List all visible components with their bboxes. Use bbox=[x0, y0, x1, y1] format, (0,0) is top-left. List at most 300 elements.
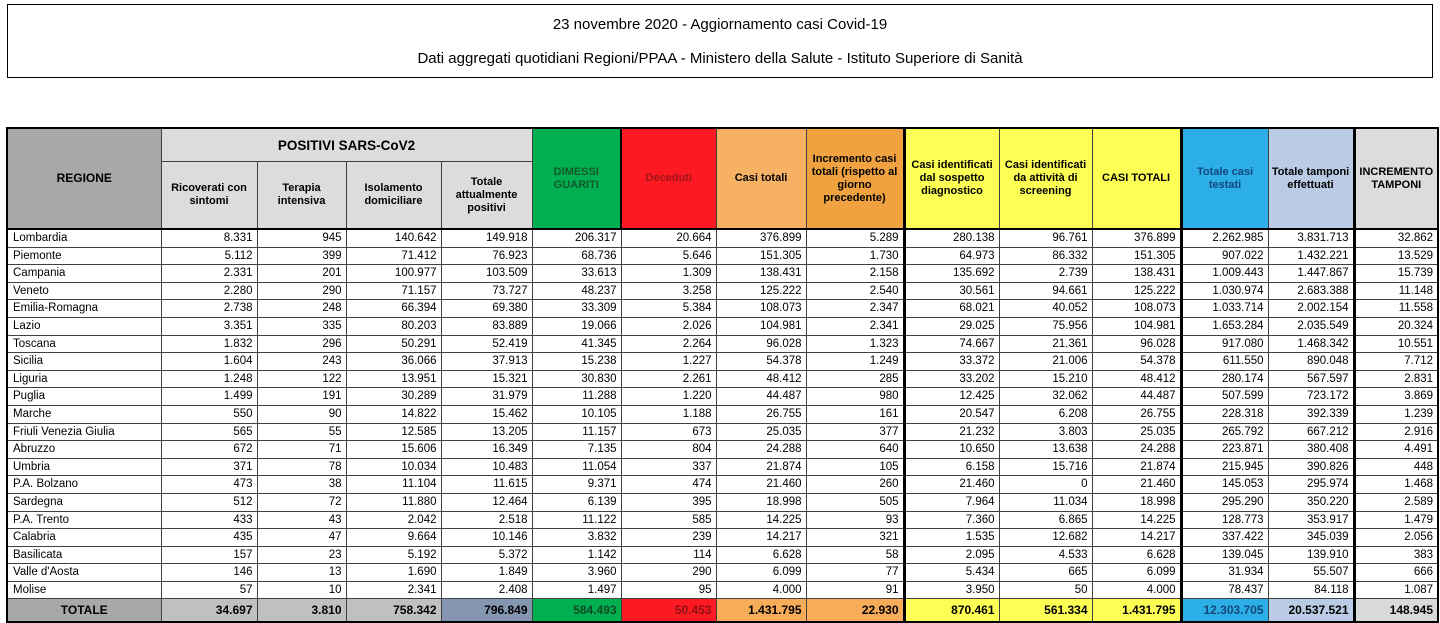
cell-screening: 6.865 bbox=[999, 511, 1092, 529]
cell-casi-testati: 145.053 bbox=[1181, 476, 1268, 494]
cell-screening: 2.739 bbox=[999, 265, 1092, 283]
cell-casi-totali-2: 125.222 bbox=[1092, 282, 1181, 300]
table-row bbox=[7, 405, 1438, 423]
cell-incremento-tamponi: 2.831 bbox=[1354, 370, 1438, 388]
cell-isolamento-domiciliare: 140.642 bbox=[346, 229, 441, 247]
cell-attualmente-positivi: 83.889 bbox=[441, 317, 532, 335]
cell-casi-testati: 78.437 bbox=[1181, 581, 1268, 599]
cell-casi-totali: 26.755 bbox=[716, 405, 806, 423]
cell-incremento-casi: 58 bbox=[806, 546, 904, 564]
table-body bbox=[7, 229, 1438, 599]
cell-deceduti: 20.664 bbox=[621, 229, 716, 247]
cell-sospetto-diagnostico: 74.667 bbox=[904, 335, 999, 353]
cell-casi-testati: 1.009.443 bbox=[1181, 265, 1268, 283]
cell-attualmente-positivi: 11.615 bbox=[441, 476, 532, 494]
cell-incremento-tamponi: 15.739 bbox=[1354, 265, 1438, 283]
cell-tamponi-effettuati: 667.212 bbox=[1268, 423, 1354, 441]
table-row bbox=[7, 423, 1438, 441]
cell-incremento-casi: 377 bbox=[806, 423, 904, 441]
cell-attualmente-positivi: 10.146 bbox=[441, 529, 532, 547]
cell-casi-totali: 14.225 bbox=[716, 511, 806, 529]
cell-screening: 11.034 bbox=[999, 493, 1092, 511]
cell-casi-totali-2: 26.755 bbox=[1092, 405, 1181, 423]
cell-ricoverati-con-sintomi: 2.280 bbox=[161, 282, 257, 300]
totale-cell-incremento-tamponi: 148.945 bbox=[1354, 599, 1438, 623]
cell-sospetto-diagnostico: 7.964 bbox=[904, 493, 999, 511]
cell-tamponi-effettuati: 2.002.154 bbox=[1268, 300, 1354, 318]
cell-isolamento-domiciliare: 11.104 bbox=[346, 476, 441, 494]
cell-screening: 40.052 bbox=[999, 300, 1092, 318]
cell-casi-totali-2: 108.073 bbox=[1092, 300, 1181, 318]
cell-dimessi-guariti: 41.345 bbox=[532, 335, 621, 353]
cell-terapia-intensiva: 191 bbox=[257, 388, 346, 406]
cell-screening: 21.361 bbox=[999, 335, 1092, 353]
table-row bbox=[7, 441, 1438, 459]
cell-ricoverati-con-sintomi: 1.604 bbox=[161, 353, 257, 371]
cell-isolamento-domiciliare: 14.822 bbox=[346, 405, 441, 423]
cell-deceduti: 114 bbox=[621, 546, 716, 564]
cell-ricoverati-con-sintomi: 2.738 bbox=[161, 300, 257, 318]
totale-cell-screening: 561.334 bbox=[999, 599, 1092, 623]
region-name: Calabria bbox=[7, 529, 161, 547]
covid-data-table bbox=[6, 127, 1439, 623]
cell-casi-testati: 295.290 bbox=[1181, 493, 1268, 511]
totale-cell-isolamento-domiciliare: 758.342 bbox=[346, 599, 441, 623]
cell-tamponi-effettuati: 1.432.221 bbox=[1268, 247, 1354, 265]
cell-casi-totali: 6.628 bbox=[716, 546, 806, 564]
col-header-totale-casi-testati: Totale casi testati bbox=[1181, 128, 1268, 229]
cell-terapia-intensiva: 122 bbox=[257, 370, 346, 388]
cell-screening: 21.006 bbox=[999, 353, 1092, 371]
cell-casi-totali: 96.028 bbox=[716, 335, 806, 353]
cell-ricoverati-con-sintomi: 1.499 bbox=[161, 388, 257, 406]
cell-casi-testati: 1.033.714 bbox=[1181, 300, 1268, 318]
cell-casi-totali: 125.222 bbox=[716, 282, 806, 300]
cell-incremento-casi: 2.158 bbox=[806, 265, 904, 283]
cell-incremento-casi: 505 bbox=[806, 493, 904, 511]
cell-isolamento-domiciliare: 12.585 bbox=[346, 423, 441, 441]
totale-row bbox=[7, 599, 1438, 623]
cell-attualmente-positivi: 2.408 bbox=[441, 581, 532, 599]
region-name: Veneto bbox=[7, 282, 161, 300]
cell-incremento-tamponi: 3.869 bbox=[1354, 388, 1438, 406]
region-name: Valle d'Aosta bbox=[7, 564, 161, 582]
cell-dimessi-guariti: 11.054 bbox=[532, 458, 621, 476]
cell-deceduti: 239 bbox=[621, 529, 716, 547]
cell-casi-testati: 917.080 bbox=[1181, 335, 1268, 353]
cell-incremento-casi: 640 bbox=[806, 441, 904, 459]
cell-incremento-casi: 5.289 bbox=[806, 229, 904, 247]
cell-dimessi-guariti: 48.237 bbox=[532, 282, 621, 300]
cell-sospetto-diagnostico: 5.434 bbox=[904, 564, 999, 582]
totale-cell-casi-totali: 1.431.795 bbox=[716, 599, 806, 623]
totale-cell-casi-testati: 12.303.705 bbox=[1181, 599, 1268, 623]
cell-casi-testati: 128.773 bbox=[1181, 511, 1268, 529]
cell-deceduti: 2.261 bbox=[621, 370, 716, 388]
cell-screening: 96.761 bbox=[999, 229, 1092, 247]
cell-casi-totali-2: 6.628 bbox=[1092, 546, 1181, 564]
cell-tamponi-effettuati: 2.035.549 bbox=[1268, 317, 1354, 335]
cell-ricoverati-con-sintomi: 8.331 bbox=[161, 229, 257, 247]
cell-attualmente-positivi: 37.913 bbox=[441, 353, 532, 371]
region-name: Campania bbox=[7, 265, 161, 283]
cell-casi-testati: 337.422 bbox=[1181, 529, 1268, 547]
cell-casi-totali-2: 44.487 bbox=[1092, 388, 1181, 406]
cell-tamponi-effettuati: 295.974 bbox=[1268, 476, 1354, 494]
col-header-regione: REGIONE bbox=[7, 128, 161, 229]
cell-ricoverati-con-sintomi: 146 bbox=[161, 564, 257, 582]
cell-casi-testati: 139.045 bbox=[1181, 546, 1268, 564]
cell-casi-totali-2: 48.412 bbox=[1092, 370, 1181, 388]
table-row bbox=[7, 265, 1438, 283]
cell-sospetto-diagnostico: 135.692 bbox=[904, 265, 999, 283]
cell-terapia-intensiva: 945 bbox=[257, 229, 346, 247]
cell-isolamento-domiciliare: 10.034 bbox=[346, 458, 441, 476]
cell-sospetto-diagnostico: 30.561 bbox=[904, 282, 999, 300]
cell-tamponi-effettuati: 567.597 bbox=[1268, 370, 1354, 388]
cell-attualmente-positivi: 10.483 bbox=[441, 458, 532, 476]
col-header-terapia-intensiva: Terapia intensiva bbox=[257, 162, 346, 230]
cell-casi-testati: 223.871 bbox=[1181, 441, 1268, 459]
region-name: P.A. Trento bbox=[7, 511, 161, 529]
cell-casi-totali-2: 21.874 bbox=[1092, 458, 1181, 476]
cell-casi-totali: 151.305 bbox=[716, 247, 806, 265]
cell-ricoverati-con-sintomi: 435 bbox=[161, 529, 257, 547]
cell-isolamento-domiciliare: 13.951 bbox=[346, 370, 441, 388]
cell-attualmente-positivi: 5.372 bbox=[441, 546, 532, 564]
cell-attualmente-positivi: 15.321 bbox=[441, 370, 532, 388]
cell-terapia-intensiva: 43 bbox=[257, 511, 346, 529]
cell-terapia-intensiva: 72 bbox=[257, 493, 346, 511]
cell-incremento-tamponi: 20.324 bbox=[1354, 317, 1438, 335]
cell-deceduti: 5.646 bbox=[621, 247, 716, 265]
cell-casi-totali-2: 138.431 bbox=[1092, 265, 1181, 283]
cell-casi-totali: 18.998 bbox=[716, 493, 806, 511]
cell-dimessi-guariti: 33.309 bbox=[532, 300, 621, 318]
cell-casi-testati: 265.792 bbox=[1181, 423, 1268, 441]
report-subtitle: Dati aggregati quotidiani Regioni/PPAA - Ministero della Salute - Istituto Superiore di Sanità bbox=[417, 50, 1023, 67]
table-row bbox=[7, 317, 1438, 335]
cell-isolamento-domiciliare: 15.606 bbox=[346, 441, 441, 459]
cell-casi-totali: 48.412 bbox=[716, 370, 806, 388]
cell-incremento-tamponi: 666 bbox=[1354, 564, 1438, 582]
cell-casi-totali-2: 14.225 bbox=[1092, 511, 1181, 529]
cell-dimessi-guariti: 3.832 bbox=[532, 529, 621, 547]
cell-tamponi-effettuati: 1.447.867 bbox=[1268, 265, 1354, 283]
cell-incremento-casi: 1.249 bbox=[806, 353, 904, 371]
col-header-casi-sospetto-diagnostico: Casi identificati dal sospetto diagnostico bbox=[904, 128, 999, 229]
cell-tamponi-effettuati: 1.468.342 bbox=[1268, 335, 1354, 353]
cell-terapia-intensiva: 23 bbox=[257, 546, 346, 564]
cell-casi-totali-2: 21.460 bbox=[1092, 476, 1181, 494]
cell-sospetto-diagnostico: 1.535 bbox=[904, 529, 999, 547]
cell-screening: 32.062 bbox=[999, 388, 1092, 406]
cell-terapia-intensiva: 243 bbox=[257, 353, 346, 371]
cell-casi-totali: 25.035 bbox=[716, 423, 806, 441]
cell-attualmente-positivi: 16.349 bbox=[441, 441, 532, 459]
col-header-totale-tamponi-effettuati: Totale tamponi effettuati bbox=[1268, 128, 1354, 229]
cell-tamponi-effettuati: 353.917 bbox=[1268, 511, 1354, 529]
totale-cell-terapia-intensiva: 3.810 bbox=[257, 599, 346, 623]
region-name: Puglia bbox=[7, 388, 161, 406]
cell-attualmente-positivi: 103.509 bbox=[441, 265, 532, 283]
cell-incremento-tamponi: 2.589 bbox=[1354, 493, 1438, 511]
cell-incremento-casi: 2.347 bbox=[806, 300, 904, 318]
cell-sospetto-diagnostico: 68.021 bbox=[904, 300, 999, 318]
cell-isolamento-domiciliare: 36.066 bbox=[346, 353, 441, 371]
cell-sospetto-diagnostico: 2.095 bbox=[904, 546, 999, 564]
cell-screening: 13.638 bbox=[999, 441, 1092, 459]
cell-screening: 4.533 bbox=[999, 546, 1092, 564]
cell-deceduti: 1.220 bbox=[621, 388, 716, 406]
table-row bbox=[7, 581, 1438, 599]
table-row bbox=[7, 511, 1438, 529]
cell-casi-totali: 6.099 bbox=[716, 564, 806, 582]
cell-isolamento-domiciliare: 9.664 bbox=[346, 529, 441, 547]
cell-casi-testati: 280.174 bbox=[1181, 370, 1268, 388]
cell-isolamento-domiciliare: 50.291 bbox=[346, 335, 441, 353]
cell-deceduti: 1.227 bbox=[621, 353, 716, 371]
cell-tamponi-effettuati: 2.683.388 bbox=[1268, 282, 1354, 300]
cell-casi-totali: 54.378 bbox=[716, 353, 806, 371]
region-name: Sicilia bbox=[7, 353, 161, 371]
cell-attualmente-positivi: 2.518 bbox=[441, 511, 532, 529]
cell-deceduti: 474 bbox=[621, 476, 716, 494]
cell-attualmente-positivi: 13.205 bbox=[441, 423, 532, 441]
col-header-casi-screening: Casi identificati da attività di screening bbox=[999, 128, 1092, 229]
region-name: Lombardia bbox=[7, 229, 161, 247]
cell-sospetto-diagnostico: 21.460 bbox=[904, 476, 999, 494]
cell-isolamento-domiciliare: 100.977 bbox=[346, 265, 441, 283]
cell-dimessi-guariti: 1.497 bbox=[532, 581, 621, 599]
cell-sospetto-diagnostico: 21.232 bbox=[904, 423, 999, 441]
totale-cell-dimessi-guariti: 584.493 bbox=[532, 599, 621, 623]
cell-terapia-intensiva: 399 bbox=[257, 247, 346, 265]
region-name: Abruzzo bbox=[7, 441, 161, 459]
cell-incremento-casi: 285 bbox=[806, 370, 904, 388]
table-row bbox=[7, 564, 1438, 582]
col-header-totale-attualmente-positivi: Totale attualmente positivi bbox=[441, 162, 532, 230]
cell-tamponi-effettuati: 139.910 bbox=[1268, 546, 1354, 564]
cell-screening: 15.716 bbox=[999, 458, 1092, 476]
cell-casi-testati: 2.262.985 bbox=[1181, 229, 1268, 247]
cell-tamponi-effettuati: 84.118 bbox=[1268, 581, 1354, 599]
cell-screening: 3.803 bbox=[999, 423, 1092, 441]
region-name: Marche bbox=[7, 405, 161, 423]
cell-sospetto-diagnostico: 10.650 bbox=[904, 441, 999, 459]
cell-casi-totali: 108.073 bbox=[716, 300, 806, 318]
cell-screening: 75.956 bbox=[999, 317, 1092, 335]
cell-tamponi-effettuati: 390.826 bbox=[1268, 458, 1354, 476]
cell-dimessi-guariti: 30.830 bbox=[532, 370, 621, 388]
cell-casi-totali-2: 104.981 bbox=[1092, 317, 1181, 335]
cell-sospetto-diagnostico: 3.950 bbox=[904, 581, 999, 599]
cell-deceduti: 5.384 bbox=[621, 300, 716, 318]
cell-attualmente-positivi: 31.979 bbox=[441, 388, 532, 406]
cell-deceduti: 3.258 bbox=[621, 282, 716, 300]
cell-isolamento-domiciliare: 1.690 bbox=[346, 564, 441, 582]
cell-casi-totali-2: 6.099 bbox=[1092, 564, 1181, 582]
cell-isolamento-domiciliare: 71.412 bbox=[346, 247, 441, 265]
cell-sospetto-diagnostico: 12.425 bbox=[904, 388, 999, 406]
table-row bbox=[7, 353, 1438, 371]
cell-isolamento-domiciliare: 2.042 bbox=[346, 511, 441, 529]
region-name: Sardegna bbox=[7, 493, 161, 511]
table-row bbox=[7, 458, 1438, 476]
cell-incremento-tamponi: 448 bbox=[1354, 458, 1438, 476]
cell-screening: 6.208 bbox=[999, 405, 1092, 423]
cell-screening: 15.210 bbox=[999, 370, 1092, 388]
table-footer bbox=[7, 599, 1438, 623]
cell-incremento-casi: 161 bbox=[806, 405, 904, 423]
cell-incremento-casi: 105 bbox=[806, 458, 904, 476]
cell-casi-totali-2: 96.028 bbox=[1092, 335, 1181, 353]
cell-ricoverati-con-sintomi: 2.331 bbox=[161, 265, 257, 283]
cell-tamponi-effettuati: 890.048 bbox=[1268, 353, 1354, 371]
cell-screening: 86.332 bbox=[999, 247, 1092, 265]
totale-cell-casi-totali-2: 1.431.795 bbox=[1092, 599, 1181, 623]
cell-tamponi-effettuati: 3.831.713 bbox=[1268, 229, 1354, 247]
cell-ricoverati-con-sintomi: 672 bbox=[161, 441, 257, 459]
cell-terapia-intensiva: 290 bbox=[257, 282, 346, 300]
cell-deceduti: 2.264 bbox=[621, 335, 716, 353]
cell-sospetto-diagnostico: 64.973 bbox=[904, 247, 999, 265]
report-title-box bbox=[7, 4, 1433, 78]
cell-terapia-intensiva: 78 bbox=[257, 458, 346, 476]
cell-casi-totali-2: 25.035 bbox=[1092, 423, 1181, 441]
cell-terapia-intensiva: 335 bbox=[257, 317, 346, 335]
cell-casi-testati: 1.030.974 bbox=[1181, 282, 1268, 300]
table-row bbox=[7, 300, 1438, 318]
cell-incremento-tamponi: 4.491 bbox=[1354, 441, 1438, 459]
cell-dimessi-guariti: 19.066 bbox=[532, 317, 621, 335]
cell-casi-totali-2: 4.000 bbox=[1092, 581, 1181, 599]
cell-incremento-casi: 260 bbox=[806, 476, 904, 494]
cell-dimessi-guariti: 7.135 bbox=[532, 441, 621, 459]
cell-deceduti: 2.026 bbox=[621, 317, 716, 335]
cell-tamponi-effettuati: 55.507 bbox=[1268, 564, 1354, 582]
cell-incremento-casi: 1.323 bbox=[806, 335, 904, 353]
cell-casi-totali: 4.000 bbox=[716, 581, 806, 599]
cell-isolamento-domiciliare: 11.880 bbox=[346, 493, 441, 511]
cell-ricoverati-con-sintomi: 157 bbox=[161, 546, 257, 564]
cell-ricoverati-con-sintomi: 1.832 bbox=[161, 335, 257, 353]
totale-cell-attualmente-positivi: 796.849 bbox=[441, 599, 532, 623]
cell-dimessi-guariti: 68.736 bbox=[532, 247, 621, 265]
region-name: Basilicata bbox=[7, 546, 161, 564]
cell-isolamento-domiciliare: 2.341 bbox=[346, 581, 441, 599]
table-row bbox=[7, 370, 1438, 388]
cell-deceduti: 804 bbox=[621, 441, 716, 459]
cell-incremento-tamponi: 1.479 bbox=[1354, 511, 1438, 529]
cell-sospetto-diagnostico: 29.025 bbox=[904, 317, 999, 335]
cell-casi-totali-2: 151.305 bbox=[1092, 247, 1181, 265]
region-name: Lazio bbox=[7, 317, 161, 335]
cell-deceduti: 337 bbox=[621, 458, 716, 476]
cell-incremento-tamponi: 13.529 bbox=[1354, 247, 1438, 265]
cell-casi-totali: 14.217 bbox=[716, 529, 806, 547]
cell-incremento-tamponi: 1.468 bbox=[1354, 476, 1438, 494]
cell-tamponi-effettuati: 345.039 bbox=[1268, 529, 1354, 547]
cell-terapia-intensiva: 10 bbox=[257, 581, 346, 599]
cell-tamponi-effettuati: 723.172 bbox=[1268, 388, 1354, 406]
cell-screening: 94.661 bbox=[999, 282, 1092, 300]
cell-deceduti: 95 bbox=[621, 581, 716, 599]
cell-casi-totali: 21.460 bbox=[716, 476, 806, 494]
cell-attualmente-positivi: 69.380 bbox=[441, 300, 532, 318]
cell-isolamento-domiciliare: 30.289 bbox=[346, 388, 441, 406]
cell-attualmente-positivi: 12.464 bbox=[441, 493, 532, 511]
cell-dimessi-guariti: 11.122 bbox=[532, 511, 621, 529]
table-row bbox=[7, 282, 1438, 300]
totale-label: TOTALE bbox=[7, 599, 161, 623]
table-header bbox=[7, 128, 1438, 229]
cell-isolamento-domiciliare: 5.192 bbox=[346, 546, 441, 564]
cell-tamponi-effettuati: 350.220 bbox=[1268, 493, 1354, 511]
cell-incremento-casi: 1.730 bbox=[806, 247, 904, 265]
region-name: Molise bbox=[7, 581, 161, 599]
cell-dimessi-guariti: 10.105 bbox=[532, 405, 621, 423]
cell-incremento-tamponi: 32.862 bbox=[1354, 229, 1438, 247]
cell-deceduti: 290 bbox=[621, 564, 716, 582]
cell-ricoverati-con-sintomi: 5.112 bbox=[161, 247, 257, 265]
cell-incremento-casi: 980 bbox=[806, 388, 904, 406]
cell-deceduti: 673 bbox=[621, 423, 716, 441]
group-header-positivi-sars-cov2: POSITIVI SARS-CoV2 bbox=[161, 128, 532, 162]
region-name: Liguria bbox=[7, 370, 161, 388]
cell-ricoverati-con-sintomi: 57 bbox=[161, 581, 257, 599]
cell-casi-testati: 228.318 bbox=[1181, 405, 1268, 423]
cell-terapia-intensiva: 90 bbox=[257, 405, 346, 423]
cell-terapia-intensiva: 296 bbox=[257, 335, 346, 353]
cell-tamponi-effettuati: 392.339 bbox=[1268, 405, 1354, 423]
cell-deceduti: 585 bbox=[621, 511, 716, 529]
cell-dimessi-guariti: 3.960 bbox=[532, 564, 621, 582]
region-name: P.A. Bolzano bbox=[7, 476, 161, 494]
cell-screening: 0 bbox=[999, 476, 1092, 494]
table-row bbox=[7, 388, 1438, 406]
table-row bbox=[7, 229, 1438, 247]
totale-cell-sospetto-diagnostico: 870.461 bbox=[904, 599, 999, 623]
cell-deceduti: 1.309 bbox=[621, 265, 716, 283]
cell-attualmente-positivi: 15.462 bbox=[441, 405, 532, 423]
cell-sospetto-diagnostico: 6.158 bbox=[904, 458, 999, 476]
cell-incremento-casi: 321 bbox=[806, 529, 904, 547]
col-header-ricoverati-con-sintomi: Ricoverati con sintomi bbox=[161, 162, 257, 230]
cell-terapia-intensiva: 71 bbox=[257, 441, 346, 459]
cell-ricoverati-con-sintomi: 550 bbox=[161, 405, 257, 423]
cell-sospetto-diagnostico: 7.360 bbox=[904, 511, 999, 529]
cell-casi-totali: 44.487 bbox=[716, 388, 806, 406]
cell-dimessi-guariti: 15.238 bbox=[532, 353, 621, 371]
region-name: Friuli Venezia Giulia bbox=[7, 423, 161, 441]
cell-dimessi-guariti: 11.157 bbox=[532, 423, 621, 441]
region-name: Umbria bbox=[7, 458, 161, 476]
cell-ricoverati-con-sintomi: 512 bbox=[161, 493, 257, 511]
cell-deceduti: 1.188 bbox=[621, 405, 716, 423]
col-header-incremento-tamponi: INCREMENTO TAMPONI bbox=[1354, 128, 1438, 229]
cell-ricoverati-con-sintomi: 371 bbox=[161, 458, 257, 476]
cell-terapia-intensiva: 55 bbox=[257, 423, 346, 441]
cell-incremento-tamponi: 383 bbox=[1354, 546, 1438, 564]
cell-dimessi-guariti: 11.288 bbox=[532, 388, 621, 406]
cell-casi-testati: 611.550 bbox=[1181, 353, 1268, 371]
cell-dimessi-guariti: 6.139 bbox=[532, 493, 621, 511]
cell-incremento-tamponi: 2.056 bbox=[1354, 529, 1438, 547]
cell-casi-totali-2: 376.899 bbox=[1092, 229, 1181, 247]
cell-incremento-tamponi: 1.087 bbox=[1354, 581, 1438, 599]
cell-incremento-casi: 77 bbox=[806, 564, 904, 582]
